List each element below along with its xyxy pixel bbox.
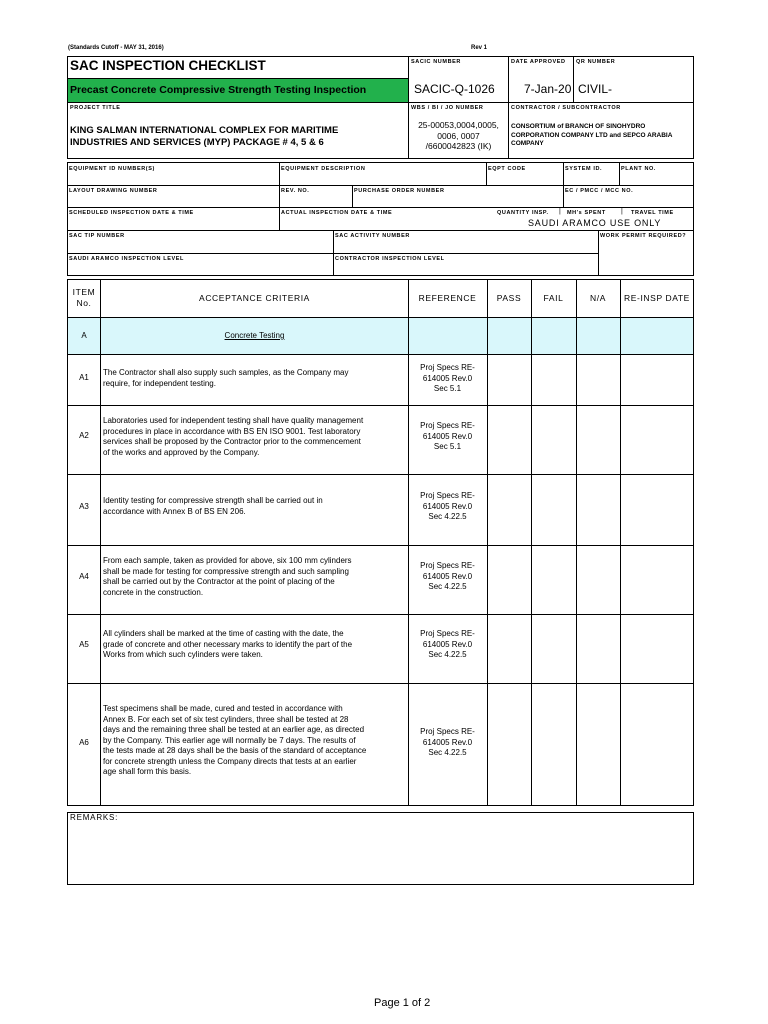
qty-insp-label: QUANTITY INSP.	[497, 210, 549, 216]
page-number: Page 1 of 2	[374, 997, 431, 1009]
criteria-text: Test specimens shall be made, cured and tested in accordance with Annex B. For each set of six test cylinders, three shall be tested at 28 days and the remaining three shall be tested at an earlier age, as directed by the Company. This earlier age will normally be 7 days. The results of the tests made at 28 days shall be the basis of the standard of acceptance for concrete strength unless the Company directs that tests at an earlier age shall form this basis.	[103, 704, 367, 776]
plant-no-label: PLANT NO.	[621, 166, 657, 172]
rev-no-label: REV. NO.	[281, 188, 310, 194]
saudi-use-only-label: SAUDI ARAMCO USE ONLY	[528, 218, 662, 228]
layout-drawing-label: LAYOUT DRAWING NUMBER	[69, 188, 158, 194]
contractor-insp-level-label: CONTRACTOR INSPECTION LEVEL	[335, 256, 445, 262]
project-title-label: PROJECT TITLE	[70, 105, 121, 111]
equipment-desc-label: EQUIPMENT DESCRIPTION	[281, 166, 366, 172]
reference-header: REFERENCE	[418, 293, 477, 303]
saudi-insp-level-label: SAUDI ARAMCO INSPECTION LEVEL	[69, 256, 184, 262]
na-header: N/A	[590, 293, 606, 303]
equipment-id-label: EQUIPMENT ID NUMBER(S)	[69, 166, 155, 172]
criteria-text: From each sample, taken as provided for above, six 100 mm cylinders shall be made for testing for compressive strength and such sampling shall be carried out by the Contractor at the point of placing of the concrete in the construction.	[103, 556, 352, 597]
item-no-header: ITEM No.	[72, 287, 96, 308]
criteria-text: The Contractor shall also supply such samples, as the Company may require, for independent testing.	[103, 368, 349, 388]
checklist-subtitle: Precast Concrete Compressive Strength Testing Inspection	[70, 84, 367, 96]
work-permit-label: WORK PERMIT REQUIRED?	[600, 233, 687, 239]
section-id: A	[81, 331, 87, 340]
mhs-spent-label: MH's SPENT	[567, 210, 606, 216]
scheduled-date-label: SCHEDULED INSPECTION DATE & TIME	[69, 210, 194, 216]
reference-text: Proj Specs RE- 614005 Rev.0 Sec 5.1	[420, 363, 475, 393]
reference-text: Proj Specs RE- 614005 Rev.0 Sec 4.22.5	[420, 561, 475, 591]
actual-date-label: ACTUAL INSPECTION DATE & TIME	[281, 210, 393, 216]
wbs-label: WBS / BI / JO NUMBER	[411, 105, 484, 111]
date-approved-value: 7-Jan-20	[524, 82, 572, 96]
criteria-text: Identity testing for compressive strength shall be carried out in accordance with Annex B of BS EN 206.	[103, 496, 323, 516]
item-id: A4	[79, 572, 89, 581]
eqpt-code-label: EQPT CODE	[488, 166, 526, 172]
contractor-label: CONTRACTOR / SUBCONTRACTOR	[511, 105, 621, 111]
sacic-label: SACIC NUMBER	[411, 59, 461, 65]
revision-label: Rev 1	[471, 45, 488, 51]
system-id-label: SYSTEM ID.	[565, 166, 603, 172]
ec-pmcc-label: EC / PMCC / MCC NO.	[565, 188, 634, 194]
separator: |	[621, 208, 623, 215]
item-id: A5	[79, 640, 89, 649]
reference-text: Proj Specs RE- 614005 Rev.0 Sec 4.22.5	[420, 727, 475, 757]
qr-number-label: QR NUMBER	[576, 59, 616, 65]
reinsp-date-header: RE-INSP DATE	[624, 293, 690, 303]
sacic-value: SACIC-Q-1026	[414, 82, 495, 96]
date-approved-label: DATE APPROVED	[511, 59, 566, 65]
criteria-text: Laboratories used for independent testing shall have quality management procedures in place in accordance with BS EN ISO 9001. Test laboratory services shall be proposed by the Contractor prior to the commencement of the works and approved by the Company.	[103, 416, 364, 457]
sac-tip-label: SAC TIP NUMBER	[69, 233, 125, 239]
reference-text: Proj Specs RE- 614005 Rev.0 Sec 4.22.5	[420, 491, 475, 521]
project-title-value: KING SALMAN INTERNATIONAL COMPLEX FOR MARITIME INDUSTRIES AND SERVICES (MYP) PACKAGE # 4, 5 & 6	[70, 125, 339, 148]
criteria-text: All cylinders shall be marked at the time of casting with the date, the grade of concrete and other necessary marks to identify the part of the Works from which such cylinders were taken.	[103, 629, 353, 659]
criteria-header: ACCEPTANCE CRITERIA	[199, 293, 310, 303]
wbs-value: 25-00053,0004,0005, 0006, 0007 /6600042823 (IK)	[418, 120, 499, 151]
travel-time-label: TRAVEL TIME	[631, 210, 674, 216]
reference-text: Proj Specs RE- 614005 Rev.0 Sec 4.22.5	[420, 629, 475, 659]
remarks-box[interactable]	[67, 812, 694, 885]
po-number-label: PURCHASE ORDER NUMBER	[354, 188, 445, 194]
sac-activity-label: SAC ACTIVITY NUMBER	[335, 233, 410, 239]
page-title: SAC INSPECTION CHECKLIST	[70, 58, 266, 73]
item-id: A1	[79, 373, 89, 382]
fail-header: FAIL	[543, 293, 564, 303]
item-id: A2	[79, 431, 89, 440]
item-id: A6	[79, 738, 89, 747]
remarks-label: REMARKS:	[70, 813, 119, 822]
qr-number-value: CIVIL-	[578, 82, 613, 96]
pass-header: PASS	[496, 293, 522, 303]
separator: |	[559, 208, 561, 215]
reference-text: Proj Specs RE- 614005 Rev.0 Sec 5.1	[420, 421, 475, 451]
standards-cutoff: (Standards Cutoff - MAY 31, 2016)	[68, 45, 164, 51]
item-id: A3	[79, 502, 89, 511]
section-title: Concrete Testing	[224, 331, 285, 340]
contractor-value: CONSORTIUM of BRANCH OF SINOHYDRO CORPORATION COMPANY LTD and SEPCO ARABIA COMPANY	[511, 123, 673, 147]
